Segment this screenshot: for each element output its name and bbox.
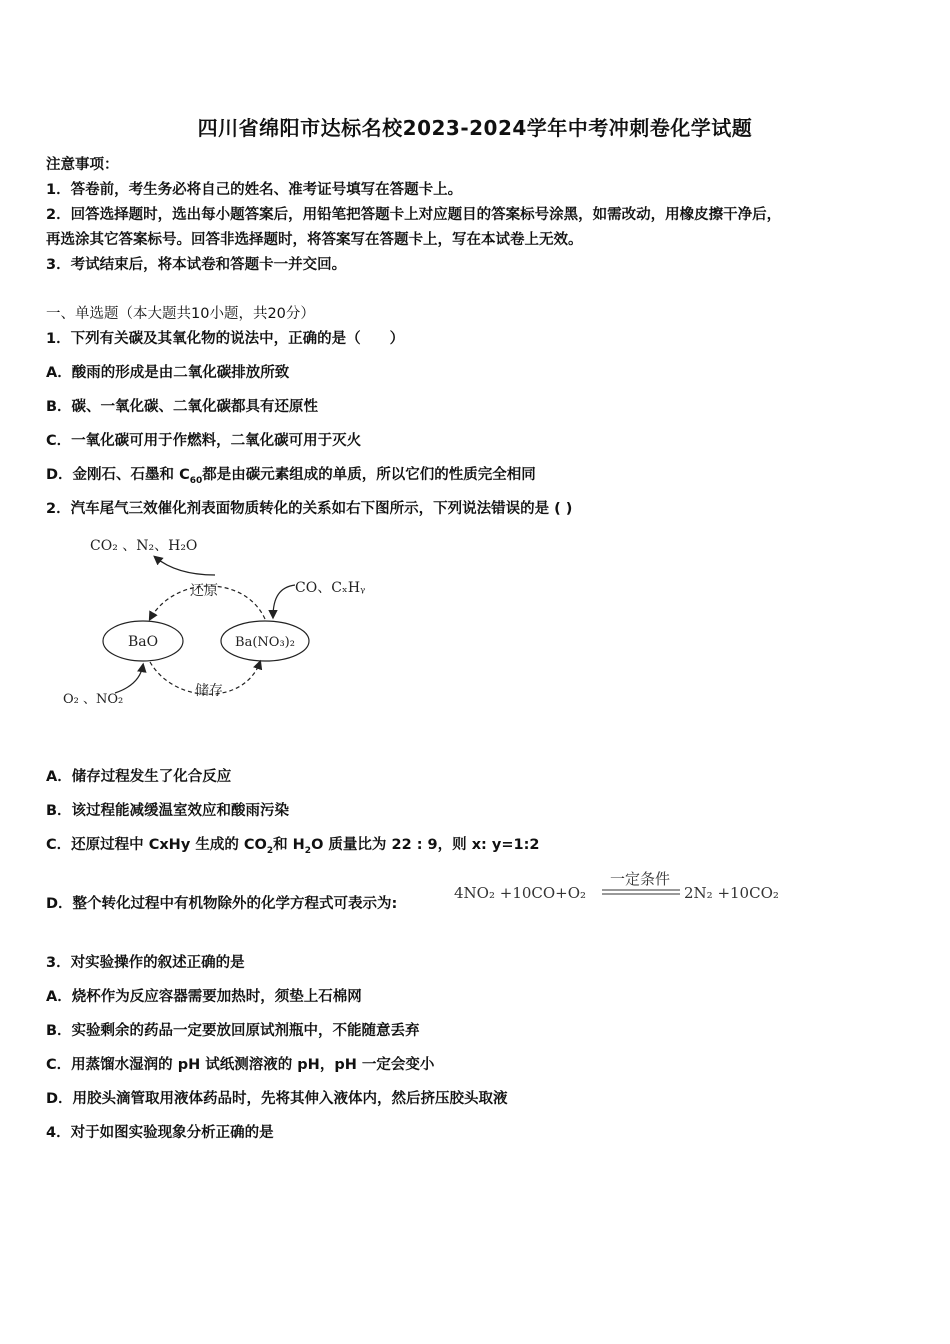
notice-item-2-cont: 再选涂其它答案标号。回答非选择题时，将答案写在答题卡上，写在本试卷上无效。	[46, 232, 583, 248]
q2-option-d: D．整个转化过程中有机物除外的化学方程式可表示为:	[46, 896, 398, 912]
equation-right: 2N₂ +10CO₂	[684, 884, 779, 902]
q1-option-c: C．一氧化碳可用于作燃料，二氧化碳可用于灭火	[46, 433, 362, 449]
q3-option-b: B．实验剩余的药品一定要放回原试剂瓶中，不能随意丢弃	[46, 1023, 420, 1039]
notice-item-2: 2．回答选择题时，选出每小题答案后，用铅笔把答题卡上对应题目的答案标号涂黑，如需改动，用橡皮擦干净后，	[46, 207, 782, 223]
reduce-label: 还原	[190, 583, 218, 599]
store-label: 储存	[195, 683, 223, 699]
q1-stem: 1．下列有关碳及其氧化物的说法中，正确的是（ ）	[46, 331, 405, 347]
catalyst-diagram	[55, 525, 395, 720]
notice-item-1: 1．答卷前，考生务必将自己的姓名、准考证号填写在答题卡上。	[46, 182, 463, 198]
ba-nitrate-label: Ba(NO₃)₂	[235, 635, 295, 650]
reducer-label: CO、CₓHᵧ	[295, 580, 366, 596]
q1-option-d: D．金刚石、石墨和 $C_{60}$都是由碳元素组成的单质，所以它们的性质完全相同	[46, 467, 536, 486]
q4-stem: 4．对于如图实验现象分析正确的是	[46, 1125, 274, 1141]
reactants-input-arrow	[115, 665, 143, 693]
bao-label: BaO	[127, 634, 159, 650]
bottom-reactants-label: O₂ 、NO₂	[63, 692, 124, 707]
q2-option-c: C．还原过程中 CxHy 生成的 $CO_2$和 $H_2O$ 质量比为 22 : 9，则 x: y=1:2	[46, 837, 540, 856]
notice-item-3: 3．考试结束后，将本试卷和答题卡一并交回。	[46, 257, 347, 273]
q3-option-c: C．用蒸馏水湿润的 pH 试纸测溶液的 pH，pH 一定会变小	[46, 1057, 435, 1073]
q3-option-d: D．用胶头滴管取用液体药品时，先将其伸入液体内，然后挤压胶头取液	[46, 1091, 508, 1107]
equation-left: 4NO₂ +10CO+O₂	[454, 884, 587, 902]
q2-option-b: B．该过程能减缓温室效应和酸雨污染	[46, 803, 290, 819]
q3-option-a: A．烧杯作为反应容器需要加热时，须垫上石棉网	[46, 989, 362, 1005]
products-output-arrow	[155, 557, 215, 575]
q2-stem: 2．汽车尾气三效催化剂表面物质转化的关系如右下图所示，下列说法错误的是 ( )	[46, 501, 573, 517]
q1-option-a: A．酸雨的形成是由二氧化碳排放所致	[46, 365, 290, 381]
section-heading: 一、单选题（本大题共10小题，共20分）	[46, 306, 315, 322]
q2-option-a: A．储存过程发生了化合反应	[46, 769, 232, 785]
q1-option-b: B．碳、一氧化碳、二氧化碳都具有还原性	[46, 399, 319, 415]
equation-condition: 一定条件	[609, 870, 671, 888]
notice-heading: 注意事项：	[46, 157, 119, 173]
top-products-label: CO₂ 、N₂、H₂O	[90, 538, 198, 554]
chemical-equation	[452, 868, 812, 912]
reducer-input-arrow	[273, 585, 295, 617]
q3-stem: 3．对实验操作的叙述正确的是	[46, 955, 245, 971]
page-title: 四川省绵阳市达标名校2023-2024学年中考冲刺卷化学试题	[197, 116, 753, 140]
